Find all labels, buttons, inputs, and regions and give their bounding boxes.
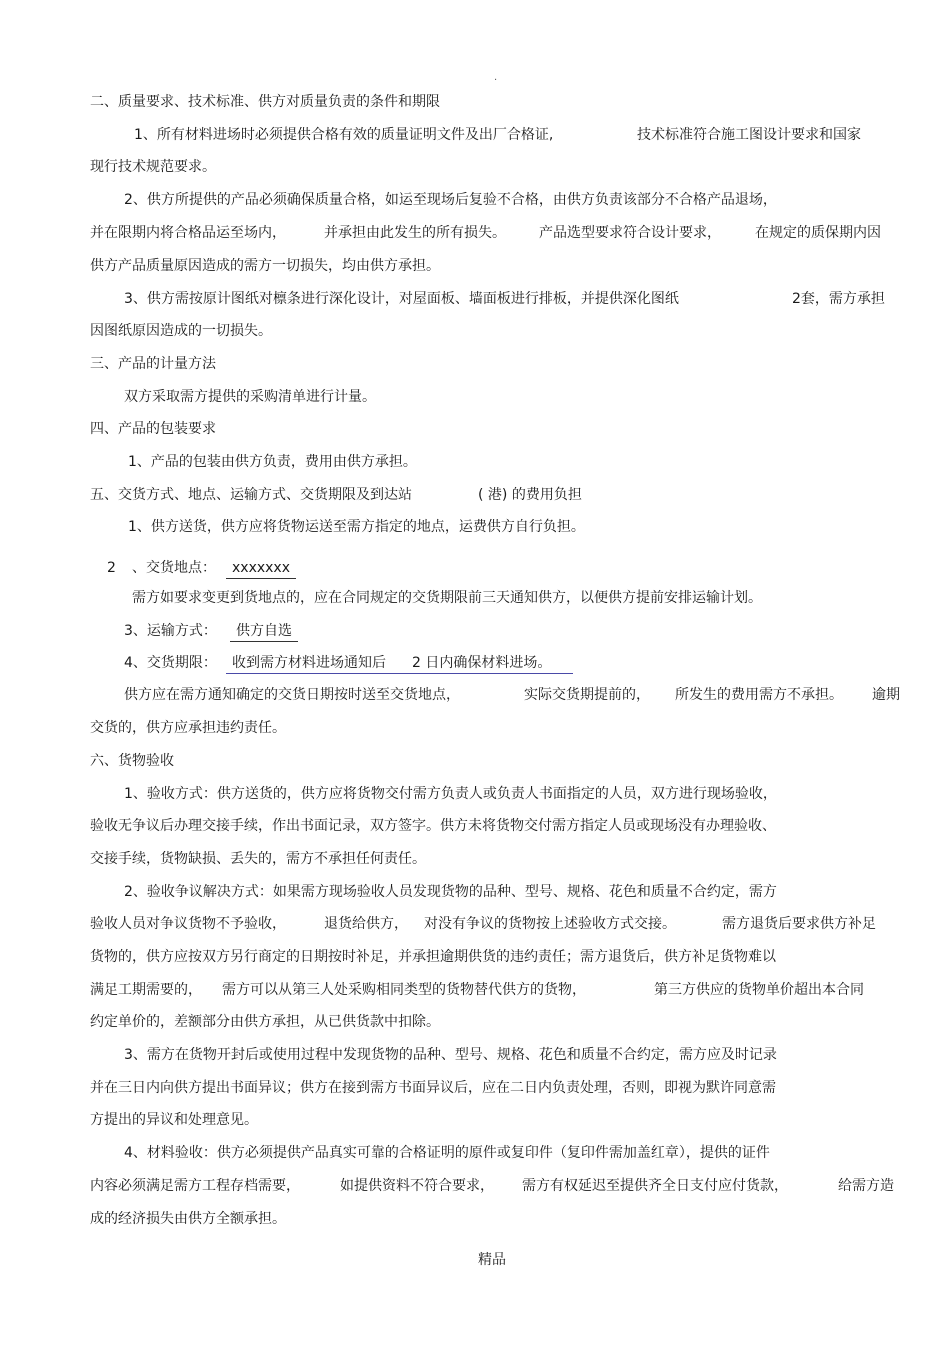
paragraph-line: 需方退货后要求供方补足 bbox=[722, 916, 876, 932]
paragraph-line: 货物的，供方应按双方另行商定的日期按时补足，并承担逾期供货的违约责任；需方退货后，供方补足货物难以 bbox=[90, 949, 776, 965]
delivery-location-field-wrap bbox=[226, 559, 296, 579]
delivery-deadline-text: 收到需方材料进场通知后 bbox=[232, 655, 386, 671]
paragraph-line: 并承担由此发生的所有损失。 bbox=[324, 225, 506, 241]
paragraph-line: 供方应在需方通知确定的交货日期按时送至交货地点， bbox=[124, 687, 460, 703]
paragraph-line: 双方采取需方提供的采购清单进行计量。 bbox=[124, 389, 376, 405]
paragraph-line: 对没有争议的货物按上述验收方式交接。 bbox=[424, 916, 676, 932]
paragraph-line: 需方如要求变更到货地点的，应在合同规定的交货期限前三天通知供方，以便供方提前安排运输计划。 bbox=[132, 590, 762, 606]
paragraph-line: 现行技术规范要求。 bbox=[90, 159, 216, 175]
paragraph-line: 2、验收争议解决方式：如果需方现场验收人员发现货物的品种、型号、规格、花色和质量不合约定，需方 bbox=[124, 884, 777, 900]
paragraph-line: 2、供方所提供的产品必须确保质量合格，如运至现场后复验不合格，由供方负责该部分不合格产品退场， bbox=[124, 192, 777, 208]
paragraph-line: 1、供方送货，供方应将货物运送至需方指定的地点，运费供方自行负担。 bbox=[128, 519, 585, 535]
paragraph-line: 1、产品的包装由供方负责，费用由供方承担。 bbox=[128, 454, 417, 470]
paragraph-line: 在规定的质保期内因 bbox=[755, 225, 881, 241]
paragraph-line: 技术标准符合施工图设计要求和国家 bbox=[637, 127, 861, 143]
paragraph-line: 方提出的异议和处理意见。 bbox=[90, 1112, 258, 1128]
delivery-deadline-days: 2 日内确保材料进场。 bbox=[412, 655, 552, 671]
paragraph-line: 交货的，供方应承担违约责任。 bbox=[90, 720, 286, 736]
delivery-deadline-value bbox=[226, 654, 573, 674]
transport-method-value: 供方自选 bbox=[230, 622, 298, 642]
paragraph-line: 1、验收方式：供方送货的，供方应将货物交付需方负责人或负责人书面指定的人员，双方进行现场验收， bbox=[124, 786, 777, 802]
paragraph-line: 如提供资料不符合要求， bbox=[340, 1178, 494, 1194]
paragraph-line: 并在三日内向供方提出书面异议；供方在接到需方书面异议后，应在二日内负责处理，否则，即视为默许同意需 bbox=[90, 1080, 776, 1096]
section-heading-packaging: 四、产品的包装要求 bbox=[90, 421, 216, 437]
paragraph-line: 需方可以从第三人处采购相同类型的货物替代供方的货物， bbox=[222, 982, 586, 998]
transport-method-field-wrap bbox=[230, 622, 298, 642]
paragraph-line: 满足工期需要的， bbox=[90, 982, 202, 998]
paragraph-line: 所发生的费用需方不承担。 bbox=[675, 687, 843, 703]
paragraph-line: 实际交货期提前的， bbox=[524, 687, 650, 703]
delivery-location-value: xxxxxxx bbox=[226, 559, 296, 579]
section-heading-delivery-tail: ( 港) 的费用负担 bbox=[478, 487, 582, 503]
paragraph-line: 2套，需方承担 bbox=[792, 291, 885, 307]
paragraph-line: 给需方造 bbox=[838, 1178, 894, 1194]
paragraph-line: 交接手续，货物缺损、丢失的，需方不承担任何责任。 bbox=[90, 851, 426, 867]
page-footer: 精品 bbox=[478, 1252, 506, 1268]
paragraph-line: 供方产品质量原因造成的需方一切损失，均由供方承担。 bbox=[90, 258, 440, 274]
paragraph-line: 逾期 bbox=[872, 687, 900, 703]
paragraph-line: 3、需方在货物开封后或使用过程中发现货物的品种、型号、规格、花色和质量不合约定，需方应及时记录 bbox=[124, 1047, 777, 1063]
transport-method-label: 3、运输方式： bbox=[124, 623, 217, 639]
paragraph-line: 产品选型要求符合设计要求， bbox=[539, 225, 721, 241]
paragraph-line: 并在限期内将合格品运至场内， bbox=[90, 225, 286, 241]
paragraph-line: 约定单价的，差额部分由供方承担，从已供货款中扣除。 bbox=[90, 1014, 440, 1030]
paragraph-line: 1、所有材料进场时必须提供合格有效的质量证明文件及出厂合格证, bbox=[134, 127, 554, 143]
paragraph-line: 内容必须满足需方工程存档需要， bbox=[90, 1178, 300, 1194]
paragraph-line: 退货给供方， bbox=[324, 916, 408, 932]
delivery-deadline-field-wrap bbox=[226, 654, 573, 674]
delivery-deadline-label: 4、交货期限： bbox=[124, 655, 217, 671]
item-number: 2 bbox=[107, 560, 116, 576]
paragraph-line: 因图纸原因造成的一切损失。 bbox=[90, 323, 272, 339]
paragraph-line: 第三方供应的货物单价超出本合同 bbox=[654, 982, 864, 998]
top-mark: . bbox=[494, 72, 498, 83]
paragraph-line: 成的经济损失由供方全额承担。 bbox=[90, 1211, 286, 1227]
section-heading-acceptance: 六、货物验收 bbox=[90, 753, 174, 769]
paragraph-line: 4、材料验收：供方必须提供产品真实可靠的合格证明的原件或复印件（复印件需加盖红章），提供的证件 bbox=[124, 1145, 770, 1161]
paragraph-line: 验收人员对争议货物不予验收， bbox=[90, 916, 286, 932]
paragraph-line: 3、供方需按原计图纸对檩条进行深化设计，对屋面板、墙面板进行排板，并提供深化图纸 bbox=[124, 291, 679, 307]
section-heading-measurement: 三、产品的计量方法 bbox=[90, 356, 216, 372]
delivery-location-label: 、交货地点： bbox=[132, 560, 216, 576]
section-heading-quality: 二、质量要求、技术标准、供方对质量负责的条件和期限 bbox=[90, 94, 440, 110]
section-heading-delivery: 五、交货方式、地点、运输方式、交货期限及到达站 bbox=[90, 487, 412, 503]
paragraph-line: 需方有权延迟至提供齐全日支付应付货款， bbox=[522, 1178, 788, 1194]
paragraph-line: 验收无争议后办理交接手续，作出书面记录，双方签字。供方未将货物交付需方指定人员或现场没有办理验收、 bbox=[90, 818, 776, 834]
